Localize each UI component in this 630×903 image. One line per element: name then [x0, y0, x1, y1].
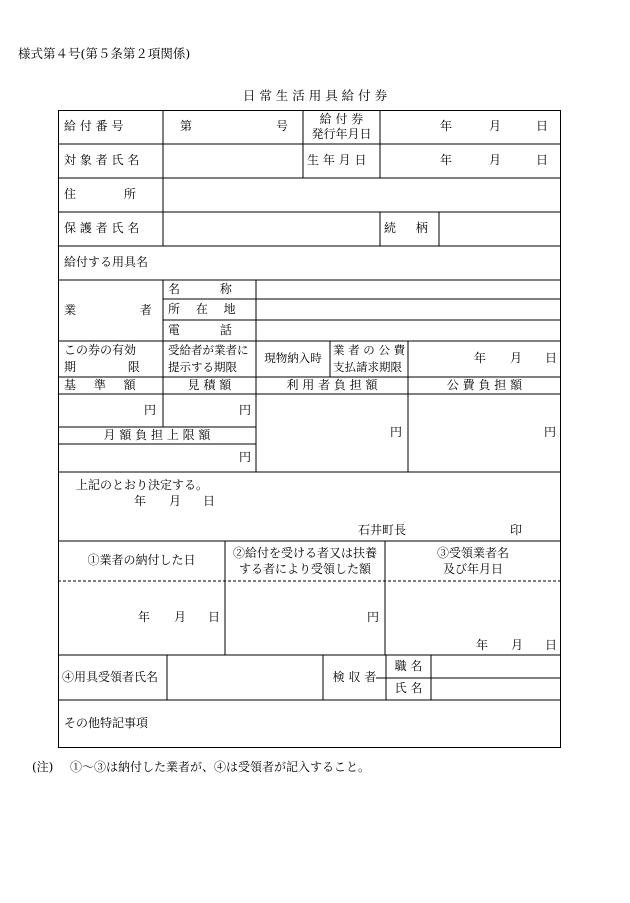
- public-burden-yen: 円: [543, 425, 556, 440]
- receipt-col3-header-line2: 及び年月日: [442, 562, 503, 577]
- validity-label-line1: この券の有効: [64, 342, 137, 357]
- relation-label: 続 柄: [384, 221, 428, 236]
- base-amount-header: 基 準 額: [64, 377, 136, 392]
- delivery-label: 現物納入時: [264, 351, 322, 366]
- vendor-receipt-month: 月: [511, 638, 524, 653]
- claim-month: 月: [510, 351, 523, 366]
- validity-label-line2: 期 限: [64, 359, 140, 374]
- page-title: 日 常 生 活 用 具 給 付 券: [242, 88, 388, 103]
- issue-date-label-line1: 給 付 券: [319, 111, 364, 126]
- issue-day: 日: [536, 119, 549, 134]
- delivered-day: 日: [208, 610, 221, 625]
- other-notes-label: その他特記事項: [64, 716, 149, 731]
- user-burden-header: 利 用 者 負 担 額: [286, 377, 378, 392]
- delivered-month: 月: [174, 610, 187, 625]
- inspector-title-label: 職 名: [394, 658, 423, 673]
- form-number: 様式第４号(第５条第２項関係): [18, 46, 191, 61]
- claim-deadline-line1: 業 者 の 公 費: [333, 342, 406, 357]
- claim-deadline-line2: 支払請求期限: [333, 359, 402, 374]
- base-amount-yen: 円: [143, 402, 156, 417]
- decision-month: 月: [169, 494, 182, 509]
- item-name-label: 給付する用具名: [64, 255, 149, 270]
- delivered-year: 年: [138, 610, 151, 625]
- note-mark: (注): [32, 760, 54, 774]
- monthly-limit-label: 月 額 負 担 上 限 額: [103, 427, 211, 442]
- issue-month: 月: [489, 119, 502, 134]
- receiver-name-label: ④用具受領者氏名: [62, 669, 159, 684]
- monthly-limit-yen: 円: [238, 450, 251, 465]
- birth-date-label: 生 年 月 日: [307, 153, 367, 168]
- address-label: 住 所: [64, 187, 136, 202]
- inspector-name-label: 氏 名: [394, 681, 423, 696]
- decision-year: 年: [134, 494, 147, 509]
- seal-mark: 印: [510, 523, 523, 538]
- voucher-number-prefix: 第: [180, 119, 193, 134]
- public-burden-header: 公 費 負 担 額: [446, 377, 523, 392]
- decision-text: 上記のとおり決定する。: [76, 478, 209, 493]
- received-amount-yen: 円: [366, 610, 379, 625]
- vendor-name-label: 名 称: [168, 281, 232, 296]
- mayor-label: 石井町長: [358, 523, 407, 538]
- claim-day: 日: [545, 351, 558, 366]
- user-burden-yen: 円: [389, 425, 402, 440]
- vendor-receipt-day: 日: [545, 638, 558, 653]
- receipt-col2-header-line2: する者により受領した額: [238, 562, 371, 577]
- birth-day: 日: [536, 153, 549, 168]
- vendor-label: 業 者: [64, 302, 152, 317]
- voucher-form-table: [58, 110, 561, 748]
- vendor-location-label: 所 在 地: [168, 301, 236, 316]
- estimate-header: 見 積 額: [187, 377, 232, 392]
- claim-year: 年: [474, 351, 487, 366]
- target-name-label: 対 象 者 氏 名: [64, 153, 140, 168]
- receipt-col1-header: ①業者の納付した日: [87, 553, 196, 568]
- voucher-number-suffix: 号: [275, 119, 288, 134]
- guardian-name-label: 保 護 者 氏 名: [64, 221, 140, 236]
- birth-month: 月: [489, 153, 502, 168]
- vendor-receipt-year: 年: [476, 638, 489, 653]
- inspector-label: 検 収 者: [332, 669, 377, 684]
- receipt-col3-header-line1: ③受領業者名: [436, 546, 509, 561]
- estimate-yen: 円: [238, 402, 251, 417]
- issue-year: 年: [440, 119, 453, 134]
- vendor-phone-label: 電 話: [168, 322, 232, 337]
- present-deadline-line1: 受給者が業者に: [168, 342, 249, 357]
- receipt-col2-header-line1: ②給付を受ける者又は扶養: [232, 546, 377, 561]
- birth-year: 年: [440, 153, 453, 168]
- note-text: ①～③は納付した業者が、④は受領者が記入すること。: [70, 760, 371, 774]
- voucher-number-label: 給 付 番 号: [64, 119, 124, 134]
- issue-date-label-line2: 発行年月日: [311, 126, 372, 141]
- present-deadline-line2: 提示する期限: [168, 359, 237, 374]
- decision-day: 日: [203, 494, 216, 509]
